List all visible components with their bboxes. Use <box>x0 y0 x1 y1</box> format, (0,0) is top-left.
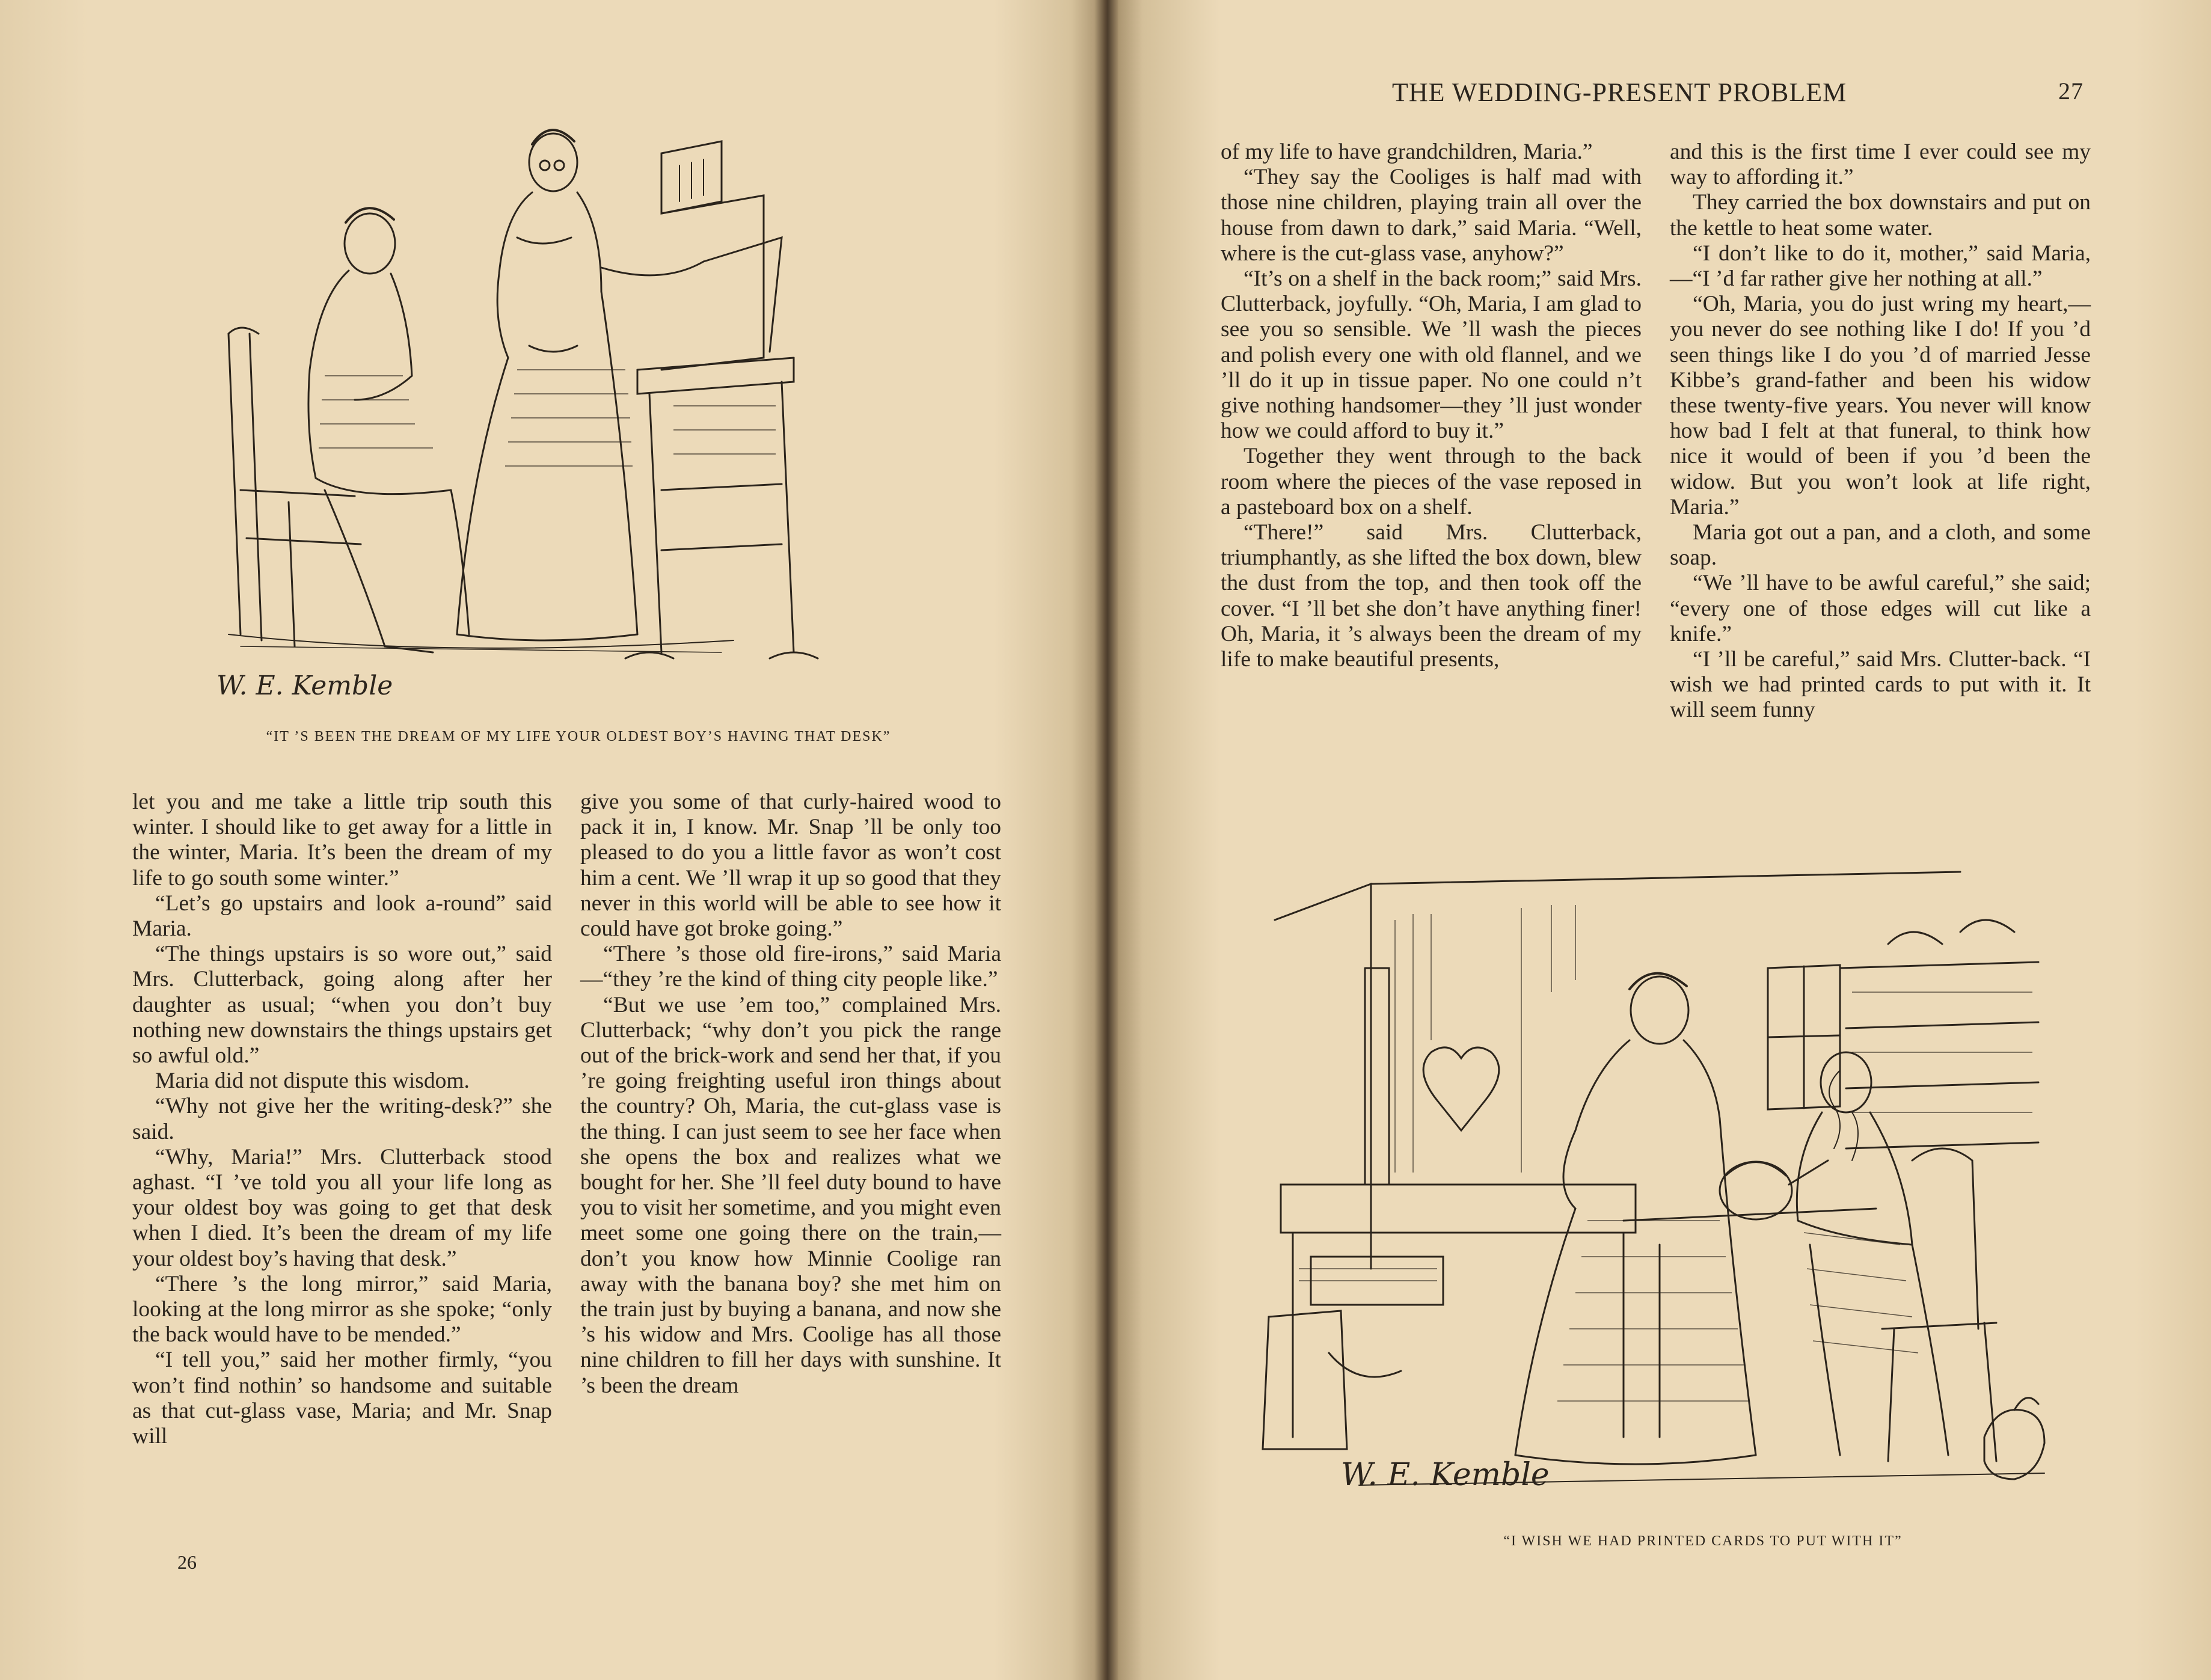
paragraph: “I ’ll be careful,” said Mrs. Clutter-back. “I wish we had printed cards to put with it. It will seem funny <box>1670 647 2091 723</box>
paragraph: “It’s on a shelf in the back room;” said Mrs. Clutterback, joyfully. “Oh, Maria, I am glad to see you so sensible. We ’ll wash the pieces and polish every one with old flannel, and we ’ll do it up in tissue paper. No one could n’t give nothing handsomer—they ’ll just wonder how we could afford to buy it.” <box>1221 266 1642 444</box>
paragraph: “The things upstairs is so wore out,” said Mrs. Clutterback, going along after her daughter as usual; “when you don’t buy nothing new downstairs the things upstairs get so awful old.” <box>132 942 552 1068</box>
paragraph: of my life to have grandchildren, Maria.” <box>1221 139 1593 164</box>
paragraph: “There!” said Mrs. Clutterback, triumphantly, as she lifted the box down, blew the dust from the top, and then took off the cover. “I ’ll bet she don’t have anything finer! Oh, Maria, it ’s always been the dream of my life to make beautiful presents, <box>1221 520 1642 672</box>
paragraph: “Why not give her the writing-desk?” she said. <box>132 1094 552 1144</box>
desk-drawing <box>204 117 950 707</box>
paragraph: “They say the Cooliges is half mad with those nine children, playing train all over the house from dawn to dark,” said Maria. “Well, where is the cut-glass vase, anyhow?” <box>1221 165 1642 266</box>
paragraph: They carried the box downstairs and put on the kettle to heat some water. <box>1670 190 2091 241</box>
left-column-1 <box>132 789 552 1449</box>
kitchen-signature: W. E. Kemble <box>1341 1457 1550 1493</box>
kitchen-drawing <box>1239 848 2081 1521</box>
paragraph: “Oh, Maria, you do just wring my heart,—you never do see nothing like I do! If you ’d seen things like I do you ’d of married Jesse Kibbe’s grand-father and been his widow these twenty-five years. You never will know how bad I felt at that funeral, to think how nice it would of been if you ’d been the widow. But you won’t look at life right, Maria.” <box>1670 292 2091 520</box>
paragraph: “I tell you,” said her mother firmly, “you won’t find nothin’ so handsome and suitable as that cut-glass vase, Maria; and Mr. Snap will <box>132 1347 552 1449</box>
paragraph: “But we use ’em too,” complained Mrs. Clutterback; “why don’t you pick the range out of the brick-work and send her that, if you ’re going freighting useful iron things about the country? Oh, Maria, the cut-glass vase is the thing. I can just seem to see her face when she opens the box and realizes what we bought for her. She ’ll feel duty bound to have you to visit her sometime, and you might even meet some one going there on the train,—don’t you know how Minnie Coolige ran away with the banana boy? she met him on the train just by buying a banana, and now she ’s his widow and Mrs. Coolige has all those nine children to fill her days with sunshine. It ’s been the dream <box>580 992 1001 1398</box>
kitchen-illustration <box>1239 848 2081 1521</box>
right-page-number: 27 <box>2058 78 2084 105</box>
paragraph: “There ’s those old fire-irons,” said Maria—“they ’re the kind of thing city people like.” <box>580 942 1001 992</box>
paragraph: Maria got out a pan, and a cloth, and some soap. <box>1670 520 2091 571</box>
desk-illustration <box>204 117 950 707</box>
right-column-1 <box>1221 139 1642 672</box>
paragraph: “We ’ll have to be awful careful,” she said; “every one of those edges will cut like a knife.” <box>1670 571 2091 646</box>
paragraph: “Let’s go upstairs and look a-round” said Maria. <box>132 891 552 942</box>
paragraph: give you some of that curly-haired wood to pack it in, I know. Mr. Snap ’ll be only too pleased to do you a little favor as won’t cost him a cent. We ’ll wrap it up so good that they never in this world will be able to see how it could have got broke going.” <box>580 789 1001 942</box>
paragraph: Maria did not dispute this wisdom. <box>155 1068 470 1094</box>
left-page-number: 26 <box>177 1551 197 1573</box>
paragraph: Together they went through to the back room where the pieces of the vase reposed in a pasteboard box on a shelf. <box>1221 444 1642 520</box>
running-head: THE WEDDING-PRESENT PROBLEM <box>1392 78 1847 107</box>
paragraph: “I don’t like to do it, mother,” said Maria,—“I ’d far rather give her nothing at all.” <box>1670 241 2091 292</box>
kitchen-caption: “I WISH WE HAD PRINTED CARDS TO PUT WITH IT” <box>1503 1533 1903 1549</box>
paragraph: “Why, Maria!” Mrs. Clutterback stood aghast. “I ’ve told you all your life long as your oldest boy was going to get that desk when I died. It’s been the dream of my life your oldest boy’s having that desk.” <box>132 1144 552 1271</box>
book-gutter <box>1094 0 1118 1680</box>
right-column-2 <box>1670 139 2091 723</box>
paragraph: and this is the first time I ever could see my way to affording it.” <box>1670 139 2091 190</box>
desk-signature: W. E. Kemble <box>216 670 393 701</box>
paragraph: “There ’s the long mirror,” said Maria, looking at the long mirror as she spoke; “only the back would have to be mended.” <box>132 1271 552 1347</box>
paragraph: let you and me take a little trip south this winter. I should like to get away for a little in the winter, Maria. It’s been the dream of my life to go south some winter.” <box>132 789 552 891</box>
left-column-2 <box>580 789 1001 1399</box>
desk-caption: “IT ’S BEEN THE DREAM OF MY LIFE YOUR OLDEST BOY’S HAVING THAT DESK” <box>266 729 891 744</box>
